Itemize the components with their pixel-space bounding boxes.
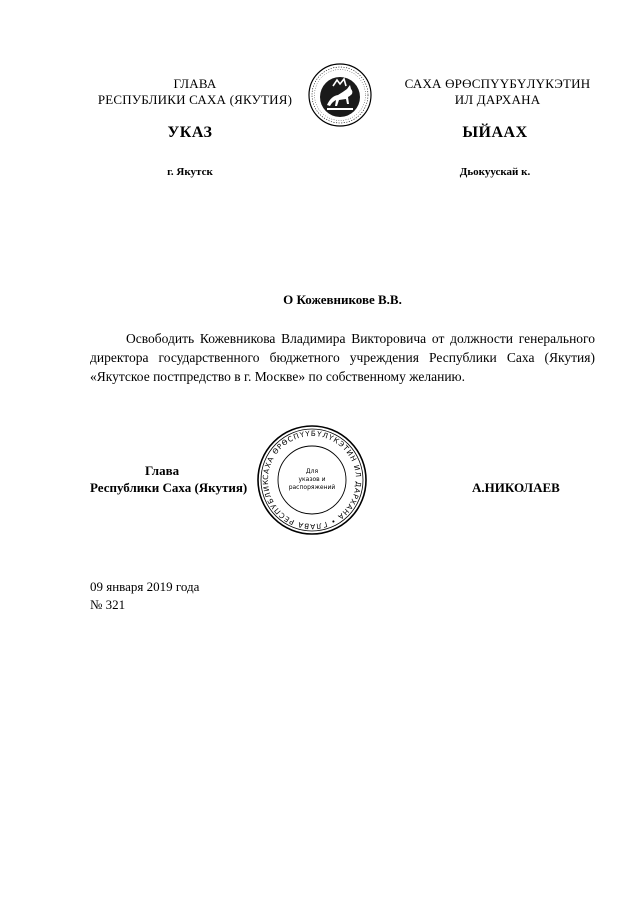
header-right-line1: САХА ӨРӨСПҮҮБҮЛҮКЭТИН <box>404 76 591 91</box>
signatory-name: А.НИКОЛАЕВ <box>472 480 560 495</box>
decree-date: 09 января 2019 года <box>90 579 200 594</box>
svg-text:Для: Для <box>305 468 319 475</box>
header-right-line2: ИЛ ДАРХАНА <box>454 92 541 107</box>
header-left-line2: РЕСПУБЛИКИ САХА (ЯКУТИЯ) <box>97 92 293 107</box>
decree-subject: О Кожевникове В.В. <box>283 292 402 307</box>
svg-text:распоряжений: распоряжений <box>288 484 336 491</box>
decree-body: Освободить Кожевникова Владимира Викторовича от должности генерального директора государственного бюджетного учреждения Республики Саха (Якутия) «Якутское постпредство в г. Москве» по собственному желанию. <box>90 331 595 384</box>
city-ru: г. Якутск <box>167 166 213 178</box>
coat-of-arms-icon <box>307 62 373 128</box>
official-seal-icon <box>256 424 368 536</box>
svg-text:указов и: указов и <box>298 476 326 483</box>
city-sah: Дьокуускай к. <box>459 166 531 178</box>
header-left-line1: ГЛАВА <box>173 76 217 91</box>
svg-text:САХА ӨРӨСПҮҮБҮЛҮКЭТИН ИЛ ДАРХА: САХА ӨРӨСПҮҮБҮЛҮКЭТИН ИЛ ДАРХАНА • ГЛАВА РЕСПУБЛИК <box>260 428 364 532</box>
signatory-title-line1: Глава <box>145 463 180 478</box>
decree-number: № 321 <box>90 597 126 612</box>
signatory-title-line2: Республики Саха (Якутия) <box>90 480 248 495</box>
decree-title-sah: ЫЙААХ <box>462 124 528 141</box>
decree-title-ru: УКАЗ <box>167 124 213 141</box>
